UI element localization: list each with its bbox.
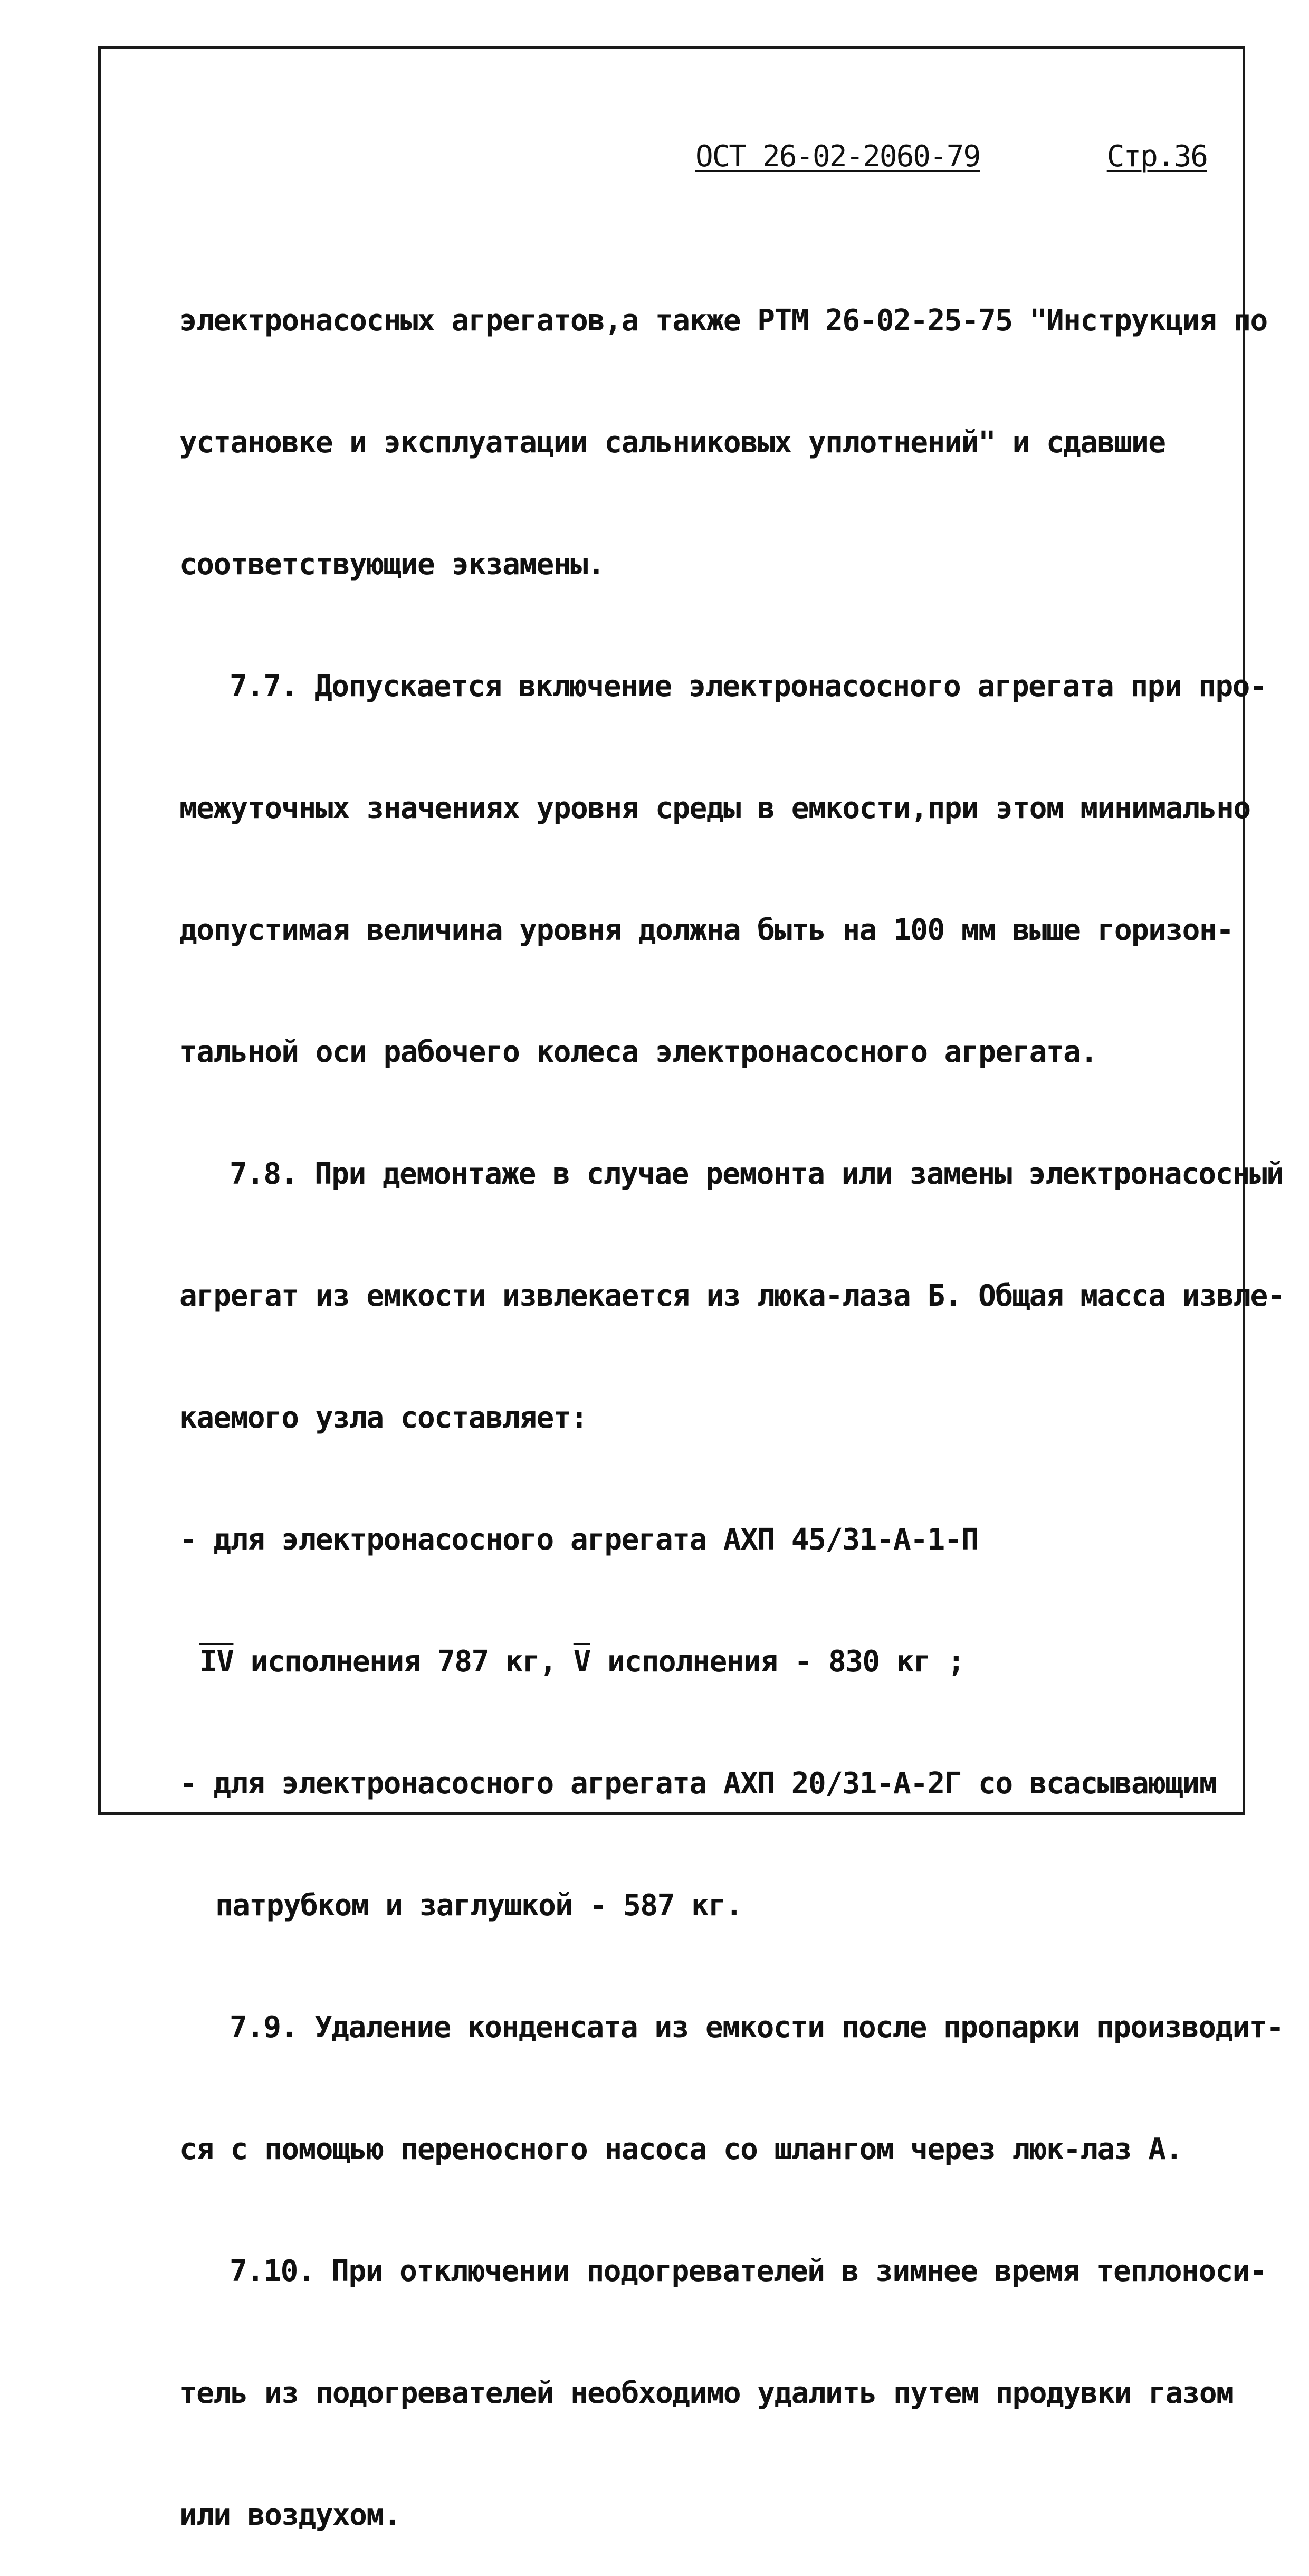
paragraph-7-7: 7.7. Допускается включение электронасосного агрегата при про- [230,669,1267,704]
roman-numeral-iv: $\overline{IV}$ [199,1645,234,1679]
text-line: каемого узла составляет: [179,1401,588,1435]
text-line: тель из подогревателей необходимо удалить путем продувки газом [179,2376,1234,2410]
document-body [179,219,1284,2576]
paragraph-7-9: 7.9. Удаление конденсата из емкости после пропарки производит- [230,2010,1284,2045]
text-line: допустимая величина уровня должна быть на 100 мм выше горизон- [179,913,1234,947]
document-code: ОСТ 26-02-2060-79 [695,139,980,174]
text-line: агрегат из емкости извлекается из люка-лаза Б. Общая масса извле- [179,1279,1284,1313]
weight-v-text: исполнения - 830 кг ; [590,1645,964,1679]
roman-numeral-v: $\overline{V}$ [573,1645,590,1679]
text-line: тальной оси рабочего колеса электронасосного агрегата. [179,1035,1097,1069]
page-number: Стр.36 [1106,139,1207,174]
list-item: - для электронасосного агрегата АХП 20/31-А-2Г со всасывающим [179,1766,1217,1801]
list-item: - для электронасосного агрегата АХП 45/31-А-1-П [179,1523,979,1557]
text-line: соответствующие экзамены. [179,547,605,582]
page-header [695,138,1207,175]
text-line: установке и эксплуатации сальниковых уплотнений" и сдавшие [179,425,1165,460]
text-line: ся с помощью переносного насоса со шлангом через люк-лаз А. [179,2132,1182,2166]
execution-weights-line [179,1641,1224,1682]
weight-iv-text: исполнения 787 кг, [233,1645,574,1679]
text-line: межуточных значениях уровня среды в емкости,при этом минимально [179,791,1250,825]
text-line: или воздухом. [179,2498,400,2532]
text-line: патрубком и заглушкой - 587 кг. [215,1888,742,1923]
text-line: электронасосных агрегатов,а также РТМ 26-02-25-75 "Инструкция по [179,303,1267,338]
paragraph-7-10: 7.10. При отключении подогревателей в зимнее время теплоноси- [230,2254,1267,2288]
paragraph-7-8: 7.8. При демонтаже в случае ремонта или замены электронасосный [230,1157,1284,1191]
